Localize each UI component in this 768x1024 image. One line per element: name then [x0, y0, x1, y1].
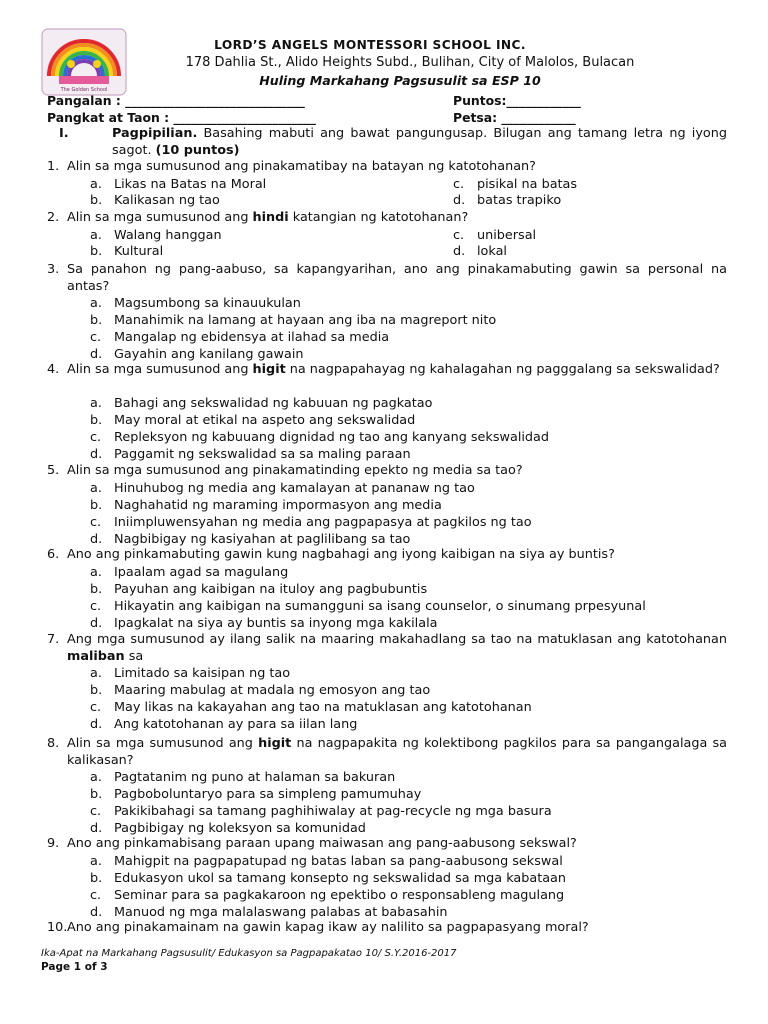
option-letter: b. — [90, 787, 103, 802]
question-text: Ang mga sumusunod ay ilang salik na maaring makahadlang sa tao na matuklasan ang katotohanan maliban sa — [67, 632, 727, 664]
option-5-c[interactable] — [90, 515, 532, 531]
option-6-a[interactable] — [90, 565, 288, 581]
option-4-c[interactable] — [90, 430, 549, 446]
option-text: batas trapiko — [477, 193, 562, 208]
option-letter: d. — [453, 244, 466, 259]
option-text: Manahimik na lamang at hayaan ang iba na magreport nito — [114, 313, 497, 328]
option-text: May moral at etikal na aspeto ang sekswalidad — [114, 413, 416, 428]
question-text: Ano ang pinakamainam na gawin kapag ikaw ay nalilito sa pagpapasyang moral? — [67, 920, 589, 935]
option-letter: d. — [90, 717, 103, 732]
option-8-d[interactable] — [90, 821, 366, 837]
option-7-b[interactable] — [90, 683, 430, 699]
option-text: Ipagkalat na siya ay buntis sa inyong mga kakilala — [114, 615, 438, 631]
option-text: Mangalap ng ebidensya at ilahad sa media — [114, 330, 390, 345]
option-text: Pagbibigay ng koleksyon sa komunidad — [114, 821, 366, 836]
option-letter: a. — [90, 227, 102, 243]
question-number: 9. — [47, 836, 60, 851]
option-text: May likas na kakayahan ang tao na matuklasan ang katotohanan — [114, 700, 532, 715]
section-field[interactable]: Pangkat at Taon : _______________________ — [47, 110, 316, 125]
option-letter: a. — [90, 396, 102, 411]
option-letter: c. — [90, 598, 102, 614]
option-text: pisikal na batas — [477, 176, 578, 192]
option-text: Pagtatanim ng puno at halaman sa bakuran — [114, 770, 396, 785]
option-text: Walang hanggan — [114, 227, 222, 243]
option-text: Paggamit ng sekswalidad sa sa maling paraan — [114, 447, 411, 462]
option-4-a[interactable] — [90, 396, 432, 412]
option-7-d[interactable] — [90, 717, 357, 733]
option-letter: b. — [90, 244, 103, 259]
option-text: Pakikibahagi sa tamang paghihiwalay at pag-recycle ng mga basura — [114, 804, 552, 819]
school-name: LORD’S ANGELS MONTESSORI SCHOOL INC. — [214, 38, 526, 52]
option-letter: b. — [90, 313, 103, 328]
part-number: I. — [59, 126, 69, 141]
question-text: Alin sa mga sumusunod ang pinakamatibay na batayan ng katotohanan? — [67, 159, 536, 174]
name-field[interactable]: Pangalan : _____________________________ — [47, 93, 305, 108]
question-number: 4. — [47, 362, 60, 377]
option-letter: a. — [90, 176, 102, 192]
option-letter: a. — [90, 564, 102, 580]
option-letter: d. — [453, 193, 466, 208]
option-text: Limitado sa kaisipan ng tao — [114, 666, 291, 681]
option-letter: b. — [90, 683, 103, 698]
option-letter: c. — [453, 176, 465, 192]
option-text: Payuhan ang kaibigan na ituloy ang pagbubuntis — [114, 581, 428, 597]
option-3-d[interactable] — [90, 347, 304, 363]
option-1-c[interactable] — [453, 177, 577, 193]
option-letter: d. — [90, 447, 103, 462]
question-text: Alin sa mga sumusunod ang higit na nagpapahayag ng kahalagahan ng pagggalang sa sekswalidad? — [67, 362, 720, 377]
option-letter: c. — [453, 227, 465, 243]
option-letter: a. — [90, 480, 102, 496]
exam-title: Huling Markahang Pagsusulit sa ESP 10 — [259, 73, 541, 88]
option-5-b[interactable] — [90, 498, 442, 514]
school-logo — [41, 28, 127, 96]
option-6-c[interactable] — [90, 599, 646, 615]
page-number: Page 1 of 3 — [41, 961, 108, 973]
question-text: Alin sa mga sumusunod ang pinakamatinding epekto ng media sa tao? — [67, 463, 523, 478]
option-letter: d. — [90, 615, 103, 631]
option-text: Iniimpluwensyahan ng media ang pagpapasya at pagkilos ng tao — [114, 514, 532, 530]
option-text: Edukasyon ukol sa tamang konsepto ng sekswalidad sa mga kabataan — [114, 870, 567, 886]
option-letter: c. — [90, 700, 102, 715]
option-text: Nagbibigay ng kasiyahan at paglilibang sa tao — [114, 531, 411, 547]
question-number: 3. — [47, 262, 60, 277]
question-number: 6. — [47, 547, 60, 562]
option-2-a[interactable] — [90, 228, 222, 244]
option-letter: c. — [90, 887, 102, 903]
option-letter: a. — [90, 666, 102, 681]
question-text: Sa panahon ng pang-aabuso, sa kapangyarihan, ano ang pinakamabuting gawin sa personal na antas? — [67, 262, 727, 294]
question-text: Alin sa mga sumusunod ang higit na nagpapakita ng kolektibong pagkilos para sa pangangalaga sa kalikasan? — [67, 736, 727, 768]
question-number: 7. — [47, 632, 60, 647]
option-letter: a. — [90, 296, 102, 311]
option-1-a[interactable] — [90, 177, 266, 193]
instructions-label: Pagpipilian. — [112, 126, 198, 141]
option-3-b[interactable] — [90, 313, 496, 329]
question-text: Ano ang pinkamabuting gawin kung nagbahagi ang iyong kaibigan na siya ay buntis? — [67, 547, 615, 562]
option-text: Pagboboluntaryo para sa simpleng pamumuhay — [114, 787, 422, 802]
option-text: Gayahin ang kanilang gawain — [114, 347, 304, 362]
footer-text: Ika-Apat na Markahang Pagsusulit/ Edukasyon sa Pagpapakatao 10/ S.Y.2016-2017 — [41, 948, 457, 959]
option-text: Kalikasan ng tao — [114, 193, 220, 208]
option-3-c[interactable] — [90, 330, 389, 346]
question-number: 5. — [47, 463, 60, 478]
option-text: Ang katotohanan ay para sa iilan lang — [114, 717, 358, 732]
option-letter: c. — [90, 430, 102, 445]
option-2-b[interactable] — [90, 244, 163, 260]
option-letter: d. — [90, 531, 103, 547]
option-letter: d. — [90, 347, 103, 362]
option-letter: d. — [90, 904, 103, 920]
option-6-b[interactable] — [90, 582, 427, 598]
option-9-d[interactable] — [90, 905, 448, 921]
option-letter: b. — [90, 870, 103, 886]
option-3-a[interactable] — [90, 296, 301, 312]
question-text: Alin sa mga sumusunod ang hindi katangian ng katotohanan? — [67, 210, 469, 225]
option-text: Magsumbong sa kinauukulan — [114, 296, 301, 311]
question-number: 2. — [47, 210, 60, 225]
question-number: 8. — [47, 736, 60, 751]
school-address: 178 Dahlia St., Alido Heights Subd., Bulihan, City of Malolos, Bulacan — [185, 55, 635, 70]
option-text: Likas na Batas na Moral — [114, 176, 267, 192]
option-letter: b. — [90, 497, 103, 513]
option-letter: c. — [90, 330, 102, 345]
option-text: Hikayatin ang kaibigan na sumangguni sa isang counselor, o sinumang prpesyunal — [114, 598, 646, 614]
instructions-points: (10 puntos) — [155, 143, 240, 158]
option-2-c[interactable] — [453, 228, 536, 244]
option-4-b[interactable] — [90, 413, 415, 429]
question-number: 1. — [47, 159, 60, 174]
instructions-body: Basahing mabuti ang bawat pangungusap. Bilugan ang tamang letra ng iyong sagot. — [112, 126, 727, 158]
option-text: Repleksyon ng kabuuang dignidad ng tao ang kanyang sekswalidad — [114, 430, 550, 445]
option-text: lokal — [477, 244, 507, 259]
option-7-c[interactable] — [90, 700, 532, 716]
option-letter: b. — [90, 581, 103, 597]
option-1-b[interactable] — [90, 193, 220, 209]
option-4-d[interactable] — [90, 447, 411, 463]
option-letter: a. — [90, 853, 102, 869]
option-letter: c. — [90, 804, 102, 819]
option-9-b[interactable] — [90, 871, 566, 887]
option-5-d[interactable] — [90, 532, 410, 548]
option-text: Ipaalam agad sa magulang — [114, 564, 289, 580]
option-5-a[interactable] — [90, 481, 475, 497]
date-field[interactable]: Petsa: ____________ — [453, 110, 576, 125]
option-text: Maaring mabulag at madala ng emosyon ang tao — [114, 683, 431, 698]
option-8-c[interactable] — [90, 804, 552, 820]
option-letter: c. — [90, 514, 102, 530]
question-number: 10. — [47, 920, 68, 935]
option-letter: a. — [90, 770, 102, 785]
option-text: Bahagi ang sekswalidad ng kabuuan ng pagkatao — [114, 396, 433, 411]
option-text: Manuod ng mga malalaswang palabas at babasahin — [114, 904, 448, 920]
option-8-b[interactable] — [90, 787, 421, 803]
option-6-d[interactable] — [90, 616, 437, 632]
option-text: Kultural — [114, 244, 164, 259]
option-7-a[interactable] — [90, 666, 290, 682]
option-text: Naghahatid ng maraming impormasyon ang media — [114, 497, 442, 513]
instructions-text — [112, 125, 727, 159]
score-field[interactable]: Puntos:____________ — [453, 93, 581, 108]
option-2-d[interactable] — [453, 244, 507, 260]
option-9-a[interactable] — [90, 854, 563, 870]
option-text: Mahigpit na pagpapatupad ng batas laban sa pang-aabusong sekswal — [114, 853, 563, 869]
option-1-d[interactable] — [453, 193, 561, 209]
option-text: unibersal — [477, 227, 537, 243]
option-letter: b. — [90, 193, 103, 208]
option-8-a[interactable] — [90, 770, 395, 786]
option-letter: b. — [90, 413, 103, 428]
option-text: Hinuhubog ng media ang kamalayan at pananaw ng tao — [114, 480, 475, 496]
option-9-c[interactable] — [90, 888, 564, 904]
option-letter: d. — [90, 821, 103, 836]
question-text: Ano ang pinkamabisang paraan upang maiwasan ang pang-aabusong sekswal? — [67, 836, 577, 851]
option-text: Seminar para sa pagkakaroon ng epektibo o responsableng magulang — [114, 887, 565, 903]
logo-text: The Golden School — [60, 87, 108, 93]
